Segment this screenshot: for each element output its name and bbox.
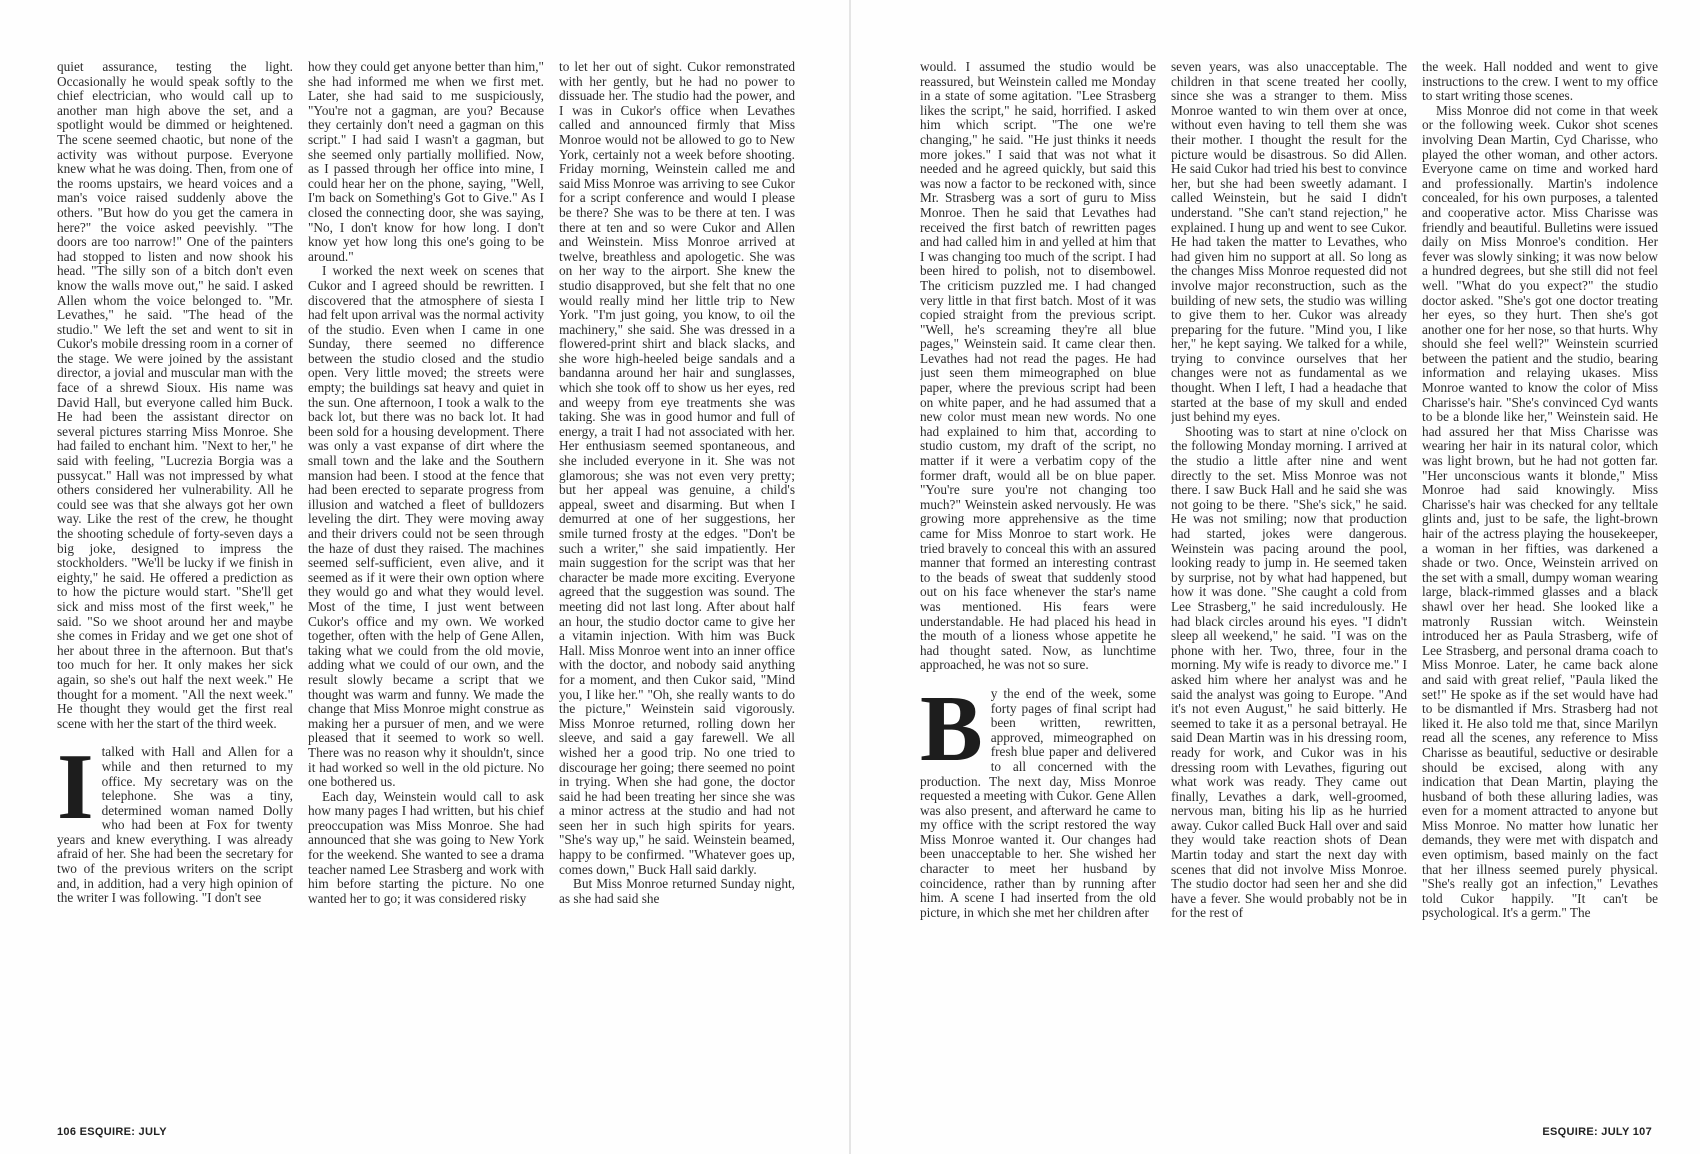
left-folio: 106 ESQUIRE: JULY: [57, 1126, 167, 1138]
right-column-1: [920, 60, 1156, 1106]
body-paragraph: But Miss Monroe returned Sunday night, as she had said she: [559, 876, 795, 906]
body-paragraph: the week. Hall nodded and went to give instructions to the crew. I went to my office to start writing those scenes.: [1422, 60, 1658, 104]
right-folio: ESQUIRE: JULY 107: [1542, 1126, 1652, 1138]
left-column-2: [308, 60, 544, 1106]
body-paragraph: how they could get anyone better than him," she had informed me when we first met. Later, she had said to me suspiciously, "You're not a gagman, are you? Because they certainly don't need a gagman on this script." I had said I wasn't a gagman, but she seemed only partially mollified. Now, as I passed through her office into mine, I could hear her on the phone, saying, "Well, I'm back on Something's Got to Give." As I closed the connecting door, she was saying, "No, I don't know for how long. I don't know yet how long this one's going to be around.": [308, 60, 544, 264]
body-paragraph: would. I assumed the studio would be reassured, but Weinstein called me Monday in a state of some agitation. "Lee Strasberg likes the script," he said, horrified. I asked him which script. "The one we're changing," he said. "He just thinks it needs more jokes." I said that was not what it needed and he agreed quickly, but said this was now a factor to be reckoned with, since Mr. Strasberg was a sort of guru to Miss Monroe. Then he said that Levathes had received the first batch of rewritten pages and had called him in and yelled at him that I was changing too much of the script. I had been hired to polish, not to disembowel. The criticism puzzled me. I had changed very little in that first batch. Most of it was copied straight from the previous script. "Well, he's screaming they're all blue pages," Weinstein said. It came clear then. Levathes had not read the pages. He had just seen them mimeographed on blue paper, where the previous script had been on white paper, and he had assumed that a new color must mean new words. No one had explained to him that, according to studio custom, my draft of the script, no matter if it were a verbatim copy of the former draft, would all be on blue paper. "You're sure you're not changing too much?" Weinstein asked nervously. He was growing more apprehensive as the time came for Miss Monroe to start work. He tried bravely to conceal this with an assured manner that formed an interesting contrast to the beads of sweat that suddenly stood out on his face whenever the star's name was mentioned. His fears were understandable. He had placed his head in the mouth of a lioness whose appetite he had thought sated. Now, as lunchtime approached, he was not so sure.: [920, 60, 1156, 673]
right-column-3: [1422, 60, 1658, 1106]
right-column-2: [1171, 60, 1407, 1106]
body-paragraph: Shooting was to start at nine o'clock on the following Monday morning. I arrived at the studio a little after nine and went directly to the set. Miss Monroe was not there. I saw Buck Hall and he said she was not going to be there. "She's sick," he said. He was not smiling; now that production had started, jokes were dangerous. Weinstein was pacing around the pool, looking ready to jump in. He seemed taken by surprise, not by what had happened, but how it was done. "She caught a cold from Lee Strasberg," he said incredulously. He had black circles around his eyes. "I didn't sleep all weekend," he said. "I was on the phone with her. Two, three, four in the morning. My wife is ready to divorce me." I asked him where her analyst was and he said the analyst was going to Europe. "And it's not even August," he said bitterly. He seemed to take it as a personal betrayal. He said Dean Martin was in his dressing room, ready for work, and Cukor was in his dressing room with Levathes, figuring out what work was ready. They came out finally, Levathes a dark, well-groomed, nervous man, biting his lip as he hurried away. Cukor called Buck Hall over and said they would take reaction shots of Dean Martin today and start the next day with scenes that did not involve Miss Monroe. The studio doctor had seen her and she did have a fever. She would probably not be in for the rest of: [1171, 423, 1407, 921]
page-gutter: [849, 0, 851, 1154]
dropcap-paragraph: Italked with Hall and Allen for a while and then returned to my office. My secretary was on the telephone. She was a tiny, determined woman named Dolly who had been at Fox for twenty years and knew everything. I was already afraid of her. She had been the secretary for two of the previous writers on the script and, in addition, had a very high opinion of the writer I was following. "I don't see: [57, 735, 293, 906]
dropcap-paragraph: By the end of the week, some forty pages of final script had been written, rewritten, approved, mimeographed on fresh blue paper and delivered to all concerned with the production. The next day, Miss Monroe requested a meeting with Cukor. Gene Allen was also present, and afterward he came to my office with the script restored the way Miss Monroe wanted it. Our changes had been unacceptable to her. She wished her character to meet her husband by coincidence, rather than by running after him. A scene I had inserted from the old picture, in which she met her children after: [920, 676, 1156, 920]
body-paragraph: quiet assurance, testing the light. Occasionally he would speak softly to the chief electrician, who would call up to another man high above the set, and a spotlight would be dimmed or heightened. The scene seemed chaotic, but none of the activity was without purpose. Everyone knew what he was doing. Then, from one of the rooms upstairs, we heard voices and a man's voice raised suddenly above the others. "But how do you get the camera in here?" the voice asked peevishly. "The doors are too narrow!" One of the painters had stopped to listen and now shook his head. "The silly son of a bitch don't even know the walls move out," he said. I asked Allen whom the voice belonged to. "Mr. Levathes," he said. "The head of the studio." We left the set and went to sit in Cukor's mobile dressing room in a corner of the stage. We were joined by the assistant director, a jovial and muscular man with the face of a shrewd Sioux. His name was David Hall, but everyone called him Buck. He had been the assistant director on several pictures starring Miss Monroe. She had failed to enchant him. "Next to her," he said with feeling, "Lucrezia Borgia was a pussycat." Hall was not impressed by what others considered her vulnerability. All he could see was that she always got her own way. Like the rest of the crew, he thought the shooting schedule of forty-seven days a big joke, designed to impress the stockholders. "We'll be lucky if we finish in eighty," he said. He offered a prediction as to how the picture would start. "She'll get sick and miss most of the first week," he said. "So we shoot around her and maybe she comes in Friday and we get one shot of her about three in the afternoon. But that's too much for her. It only makes her sick again, so she's out half the next week." He thought for a moment. "All the next week." He thought they would get the first real scene with her the start of the third week.: [57, 60, 293, 731]
left-column-3: [559, 60, 795, 1106]
body-paragraph: Miss Monroe did not come in that week or the following week. Cukor shot scenes involving Dean Martin, Cyd Charisse, who played the other woman, and other actors. Everyone came on time and worked hard and professionally. Martin's indolence concealed, for his own purposes, a talented and cooperative actor. Miss Charisse was friendly and beautiful. Bulletins were issued daily on Miss Monroe's condition. Her fever was slowly sinking; it was now below a hundred degrees, but she still did not feel well. "What do you expect?" the studio doctor asked. "She's got one doctor treating her eyes, so they hurt. Then she's got another one for her nose, so that hurts. Why should she feel well?" Weinstein scurried between the patient and the studio, bearing information and relaying ukases. Miss Monroe wanted to know the color of Miss Charisse's hair. "She's convinced Cyd wants to be a blonde like her," Weinstein said. He had assured her that Miss Charisse was wearing her hair in its natural color, which was light brown, but he had not gotten far. "Her unconscious wants it blonde," Miss Monroe had said knowingly. Miss Charisse's hair was checked for any telltale glints and, just to be safe, the light-brown hair of the actress playing the housekeeper, a woman in her fifties, was darkened a shade or two. Once, Weinstein arrived on the set with a small, dumpy woman wearing large, black-rimmed glasses and a black shawl over her head. She looked like a matronly Russian witch. Weinstein introduced her as Paula Strasberg, wife of Lee Strasberg, and personal drama coach to Miss Monroe. Later, he came back alone and said with great relief, "Paula liked the set!" He spoke as if the set would have had to be dismantled if Mrs. Strasberg had not liked it. He also told me that, since Marilyn read all the scenes, any reference to Miss Charisse as beautiful, seductive or desirable should be excised, along with any indication that Dean Martin, playing the husband of both these alluring ladies, was even for a moment attracted to anyone but Miss Monroe. No matter how lunatic her demands, they were met with dispatch and even optimism, based mainly on the fact that her illness seemed purely physical. "She's really got an infection," Levathes told Cukor happily. "It can't be psychological. It's a germ." The: [1422, 102, 1658, 921]
body-paragraph: I worked the next week on scenes that Cukor and I agreed should be rewritten. I discovered that the atmosphere of siesta I had felt upon arrival was the normal activity of the studio. Even when I came in one Sunday, there seemed no difference between the studio closed and the studio open. Very little moved; the streets were empty; the buildings sat heavy and quiet in the sun. One afternoon, I took a walk to the back lot, but there was no back lot. It had been sold for a housing development. There was only a vast expanse of dirt where the small town and the lake and the Southern mansion had been. I stood at the fence that had been erected to separate progress from illusion and watched a fleet of bulldozers leveling the dirt. They were moving away and their drivers could not be seen through the haze of dust they raised. The machines seemed self-sufficient, even alive, and it seemed as if it were their own option where they would go and what they would level. Most of the time, I just went between Cukor's office and my own. We worked together, often with the help of Gene Allen, taking what we could from the old movie, adding what we could of our own, and the result slowly became a script that we thought was warm and funny. We made the change that Miss Monroe might construe as making her a pursuer of men, and we were pleased that it seemed to work so well. There was no reason why it shouldn't, since it had worked so well in the old picture. No one bothered us.: [308, 263, 544, 790]
left-column-1: [57, 60, 293, 1106]
body-paragraph: Each day, Weinstein would call to ask how many pages I had written, but his chief preoccupation was Miss Monroe. She had announced that she was going to New York for the weekend. She wanted to see a drama teacher named Lee Strasberg and work with him before starting the picture. No one wanted her to go; it was considered risky: [308, 788, 544, 906]
body-paragraph: seven years, was also unacceptable. The children in that scene treated her coolly, since she was a stranger to them. Miss Monroe wanted to win them over at once, without even having to tell them she was their mother. I thought the result for the picture would be disastrous. So did Allen. He said Cukor had tried his best to convince her, but she had been sweetly adamant. I called Weinstein, but he said I didn't understand. "She can't stand rejection," he explained. I hung up and went to see Cukor. He had taken the matter to Levathes, who had given him no support at all. So long as the changes Miss Monroe requested did not involve major reconstruction, such as the building of new sets, the studio was willing to give them to her. Cukor was already preparing for the future. "Mind you, I like her," he kept saying. We talked for a while, trying to convince ourselves that her changes were not as fundamental as we thought. When I left, I had a headache that started at the base of my skull and ended just behind my eyes.: [1171, 60, 1407, 425]
body-paragraph: to let her out of sight. Cukor remonstrated with her gently, but he had no power to dissuade her. The studio had the power, and I was in Cukor's office when Levathes called and announced firmly that Miss Monroe would not be allowed to go to New York, certainly not a week before shooting. Friday morning, Weinstein called me and said Miss Monroe was arriving to see Cukor for a script conference and would I please be there? She was to be there at ten. I was there at ten and so were Cukor and Allen and Weinstein. Miss Monroe arrived at twelve, breathless and apologetic. She was on her way to the airport. She knew the studio disapproved, but she felt that no one would really mind her little trip to New York. "I'm just going, you know, to oil the machinery," she said. She was dressed in a flowered-print shirt and black slacks, and she wore high-heeled beige sandals and a bandanna around her hair and sunglasses, which she took off to show us her eyes, red and weepy from eye treatments she was taking. She was in good humor and full of energy, a trait I had not associated with her. Her enthusiasm seemed spontaneous, and she included everyone in it. She was not glamorous; she was not even very pretty; but her appeal was genuine, a child's appeal, sweet and disarming. But when I demurred at one of her suggestions, her smile turned frosty at the edges. "Don't be such a writer," she said impatiently. Her main suggestion for the script was that her character be made more exciting. Everyone agreed that the suggestion was sound. The meeting did not last long. After about half an hour, the studio doctor came to give her a vitamin injection. With him was Buck Hall. Miss Monroe went into an inner office with the doctor, and nobody said anything for a moment, and then Cukor said, "Mind you, I like her." "Oh, she really wants to do the picture," Weinstein said vigorously. Miss Monroe returned, rolling down her sleeve, and said a gay farewell. We all wished her a good trip. No one tried to discourage her going; there seemed no point in trying. When she had gone, the doctor said he had been treating her since she was a minor actress at the studio and had not seen her in such high spirits for years. "She's way up," he said. Weinstein beamed, happy to be confirmed. "Whatever goes up, comes down," Buck Hall said darkly.: [559, 60, 795, 877]
